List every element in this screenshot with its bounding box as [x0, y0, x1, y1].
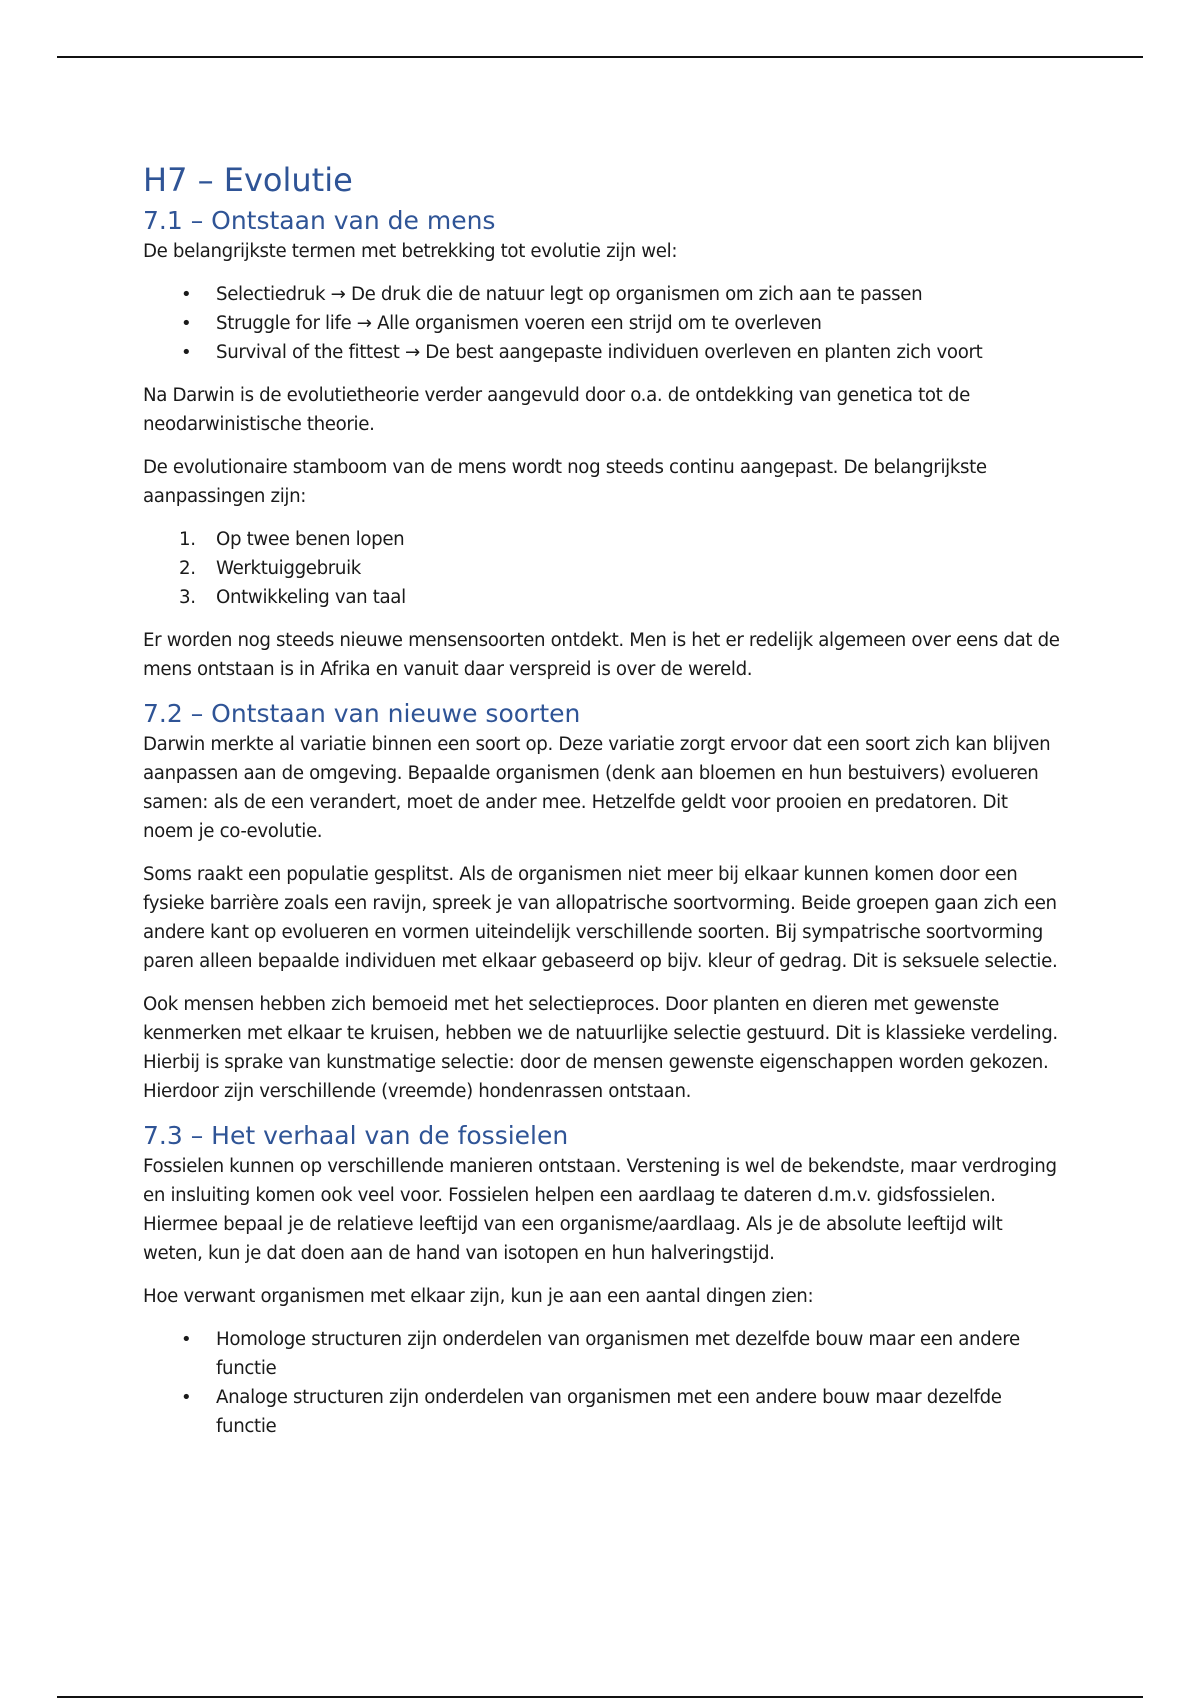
paragraph: Er worden nog steeds nieuwe mensensoorten ontdekt. Men is het er redelijk algemeen over eens dat de mens ontstaan is in Afrika en vanuit daar verspreid is over de wereld.: [143, 630, 1060, 680]
paragraph: Fossielen kunnen op verschillende manieren ontstaan. Verstening is wel de bekendste, maar verdroging en insluiting komen ook veel voor. Fossielen helpen een aardlaag te dateren d.m.v. gidsfossielen. Hiermee bepaal je de relatieve leeftijd van een organisme/aardlaag. Als je de absolute leeftijd wilt weten, kun je dat doen aan de hand van isotopen en hun halveringstijd.: [143, 1156, 1057, 1264]
paragraph: De evolutionaire stamboom van de mens wordt nog steeds continu aangepast. De belangrijkste aanpassingen zijn:: [143, 457, 987, 507]
list-item: 1. Op twee benen lopen: [179, 529, 405, 550]
paragraph: Ook mensen hebben zich bemoeid met het selectieproces. Door planten en dieren met gewenste kenmerken met elkaar te kruisen, hebben we de natuurlijke selectie gestuurd. Dit is klassieke verdeling. Hierbij is sprake van kunstmatige selectie: door de mensen gewenste eigenschappen worden gekozen. Hierdoor zijn verschillende (vreemde) hondenrassen ontstaan.: [143, 994, 1058, 1102]
footer-rule: [57, 1696, 1143, 1698]
bullet-list: [143, 280, 1063, 367]
bullet-list: [143, 1325, 1063, 1441]
paragraph: Na Darwin is de evolutietheorie verder aangevuld door o.a. de ontdekking van genetica tot de neodarwinistische theorie.: [143, 385, 970, 435]
numbered-list: [143, 525, 1063, 612]
list-item: • Survival of the fittest → De best aangepaste individuen overleven en planten zich voort: [143, 338, 1063, 367]
bullet-icon: •: [181, 1387, 192, 1408]
list-item: 3. Ontwikkeling van taal: [179, 587, 406, 608]
list-item: • Homologe structuren zijn onderdelen van organismen met dezelfde bouw maar een andere functie: [143, 1325, 1063, 1383]
list-item: • Selectiedruk → De druk die de natuur legt op organismen om zich aan te passen: [143, 280, 1063, 309]
paragraph: Hoe verwant organismen met elkaar zijn, kun je aan een aantal dingen zien:: [143, 1286, 814, 1307]
paragraph: De belangrijkste termen met betrekking tot evolutie zijn wel:: [143, 241, 678, 262]
section-heading-7-3: 7.3 – Het verhaal van de fossielen: [143, 1121, 569, 1150]
bullet-icon: •: [181, 1329, 192, 1350]
paragraph: Soms raakt een populatie gesplitst. Als de organismen niet meer bij elkaar kunnen komen door een fysieke barrière zoals een ravijn, spreek je van allopatrische soortvorming. Beide groepen gaan zich een andere kant op evolueren en vormen uiteindelijk verschillende soorten. Bij sympatrische soortvorming paren alleen bepaalde individuen met elkaar gebaseerd op bijv. kleur of gedrag. Dit is seksuele selectie.: [143, 864, 1058, 972]
list-item: • Struggle for life → Alle organismen voeren een strijd om te overleven: [143, 309, 1063, 338]
list-item: 2. Werktuiggebruik: [179, 558, 361, 579]
bullet-icon: •: [181, 342, 192, 363]
section-heading-7-2: 7.2 – Ontstaan van nieuwe soorten: [143, 699, 581, 728]
paragraph: Darwin merkte al variatie binnen een soort op. Deze variatie zorgt ervoor dat een soort zich kan blijven aanpassen aan de omgeving. Bepaalde organismen (denk aan bloemen en hun bestuivers) evolueren samen: als de een verandert, moet de ander mee. Hetzelfde geldt voor prooien en predatoren. Dit noem je co-evolutie.: [143, 734, 1051, 842]
list-item: • Analoge structuren zijn onderdelen van organismen met een andere bouw maar dezelfde functie: [143, 1383, 1063, 1441]
header-rule: [57, 56, 1143, 58]
section-heading-7-1: 7.1 – Ontstaan van de mens: [143, 206, 496, 235]
bullet-icon: •: [181, 313, 192, 334]
chapter-title: H7 – Evolutie: [143, 161, 353, 199]
bullet-icon: •: [181, 284, 192, 305]
document-body: [143, 160, 1063, 1455]
